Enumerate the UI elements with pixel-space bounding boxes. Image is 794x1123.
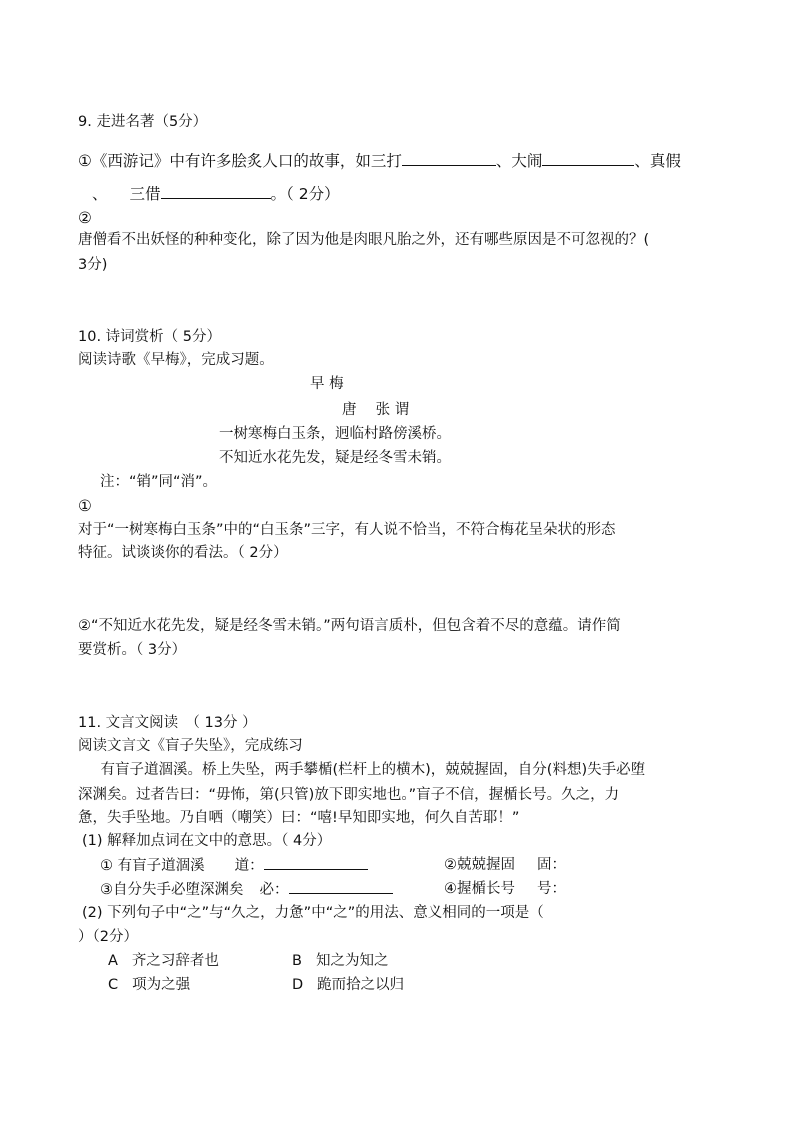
- vocab-phrase: ②兢兢握固: [444, 857, 515, 873]
- option-text: 齐之习辞者也: [131, 953, 219, 969]
- option-c[interactable]: [108, 975, 190, 995]
- q9-part1-sep: 、大闹: [495, 152, 543, 170]
- q9-part1-line2: [92, 184, 340, 204]
- poem-line-2: 不知近水花先发，疑是经冬雪未销。: [219, 450, 451, 466]
- option-text: 知之为知之: [315, 953, 389, 969]
- answer-blank[interactable]: [402, 151, 496, 166]
- q10-heading: 10. 诗词赏析（ 5分）: [78, 329, 222, 345]
- answer-blank[interactable]: [542, 151, 634, 166]
- passage-line: 深渊矣。过者告曰：“毋怖，第(只管)放下即实地也。”盲子不信，握楯长号。久之，力: [78, 787, 620, 803]
- q9-part2-line2: 3分): [78, 257, 108, 273]
- vocab-phrase: ① 有盲子道涸溪: [100, 858, 205, 874]
- option-b[interactable]: [292, 951, 388, 971]
- option-text: 跪而拾之以归: [317, 977, 405, 993]
- q11-sub2-line1: (2) 下列句子中“之”与“久之，力惫”中“之”的用法、意义相同的一项是（: [82, 905, 544, 921]
- q10-note: 注：“销”同“消”。: [100, 474, 218, 490]
- vocab-word: 必：: [259, 882, 289, 898]
- q9-heading: 9. 走进名著（5分）: [78, 114, 208, 130]
- q9-part1-tail: 。（ 2分）: [270, 185, 340, 203]
- q11-sub2-line2: ）（2分）: [78, 929, 138, 945]
- passage-line: 有盲子道涸溪。桥上失坠，两手攀楯(栏杆上的横木)，兢兢握固，自分(料想)失手必堕: [86, 762, 646, 778]
- vocab-item: [100, 855, 368, 876]
- answer-blank[interactable]: [161, 184, 271, 199]
- vocab-item: [100, 879, 393, 900]
- option-letter: B: [292, 953, 302, 969]
- option-text: 项为之强: [132, 977, 191, 993]
- poem-author: 唐 张 谓: [342, 402, 410, 418]
- vocab-phrase: ④握楯长号: [444, 881, 515, 897]
- vocab-word: 号：: [537, 881, 566, 897]
- q11-heading: 11. 文言文阅读 （ 13分 ）: [78, 715, 257, 731]
- q9-part1-sep: 、: [92, 185, 108, 203]
- q11-sub1-heading: (1) 解释加点词在文中的意思。（ 4分）: [82, 833, 332, 849]
- q9-part2-marker: ②: [78, 209, 92, 227]
- vocab-word: 道：: [234, 858, 264, 874]
- vocab-item: [444, 879, 566, 899]
- poem-title: 早 梅: [310, 376, 344, 392]
- q10-sub1-line2: 特征。试谈谈你的看法。（ 2分）: [78, 545, 288, 561]
- option-letter: D: [292, 977, 304, 993]
- q9-part1-text: 三借: [129, 185, 161, 203]
- q9-part2-line1: 唐僧看不出妖怪的种种变化，除了因为他是肉眼凡胎之外，还有哪些原因是不可忽视的？(: [78, 232, 650, 248]
- answer-blank[interactable]: [289, 879, 393, 894]
- q10-sub2-line1: ②“不知近水花先发，疑是经冬雪未销。”两句语言质朴，但包含着不尽的意蕴。请作简: [78, 618, 621, 634]
- option-letter: A: [108, 953, 118, 969]
- option-d[interactable]: [292, 975, 404, 995]
- option-a[interactable]: [108, 951, 219, 971]
- q11-intro: 阅读文言文《盲子失坠》，完成练习: [78, 738, 303, 754]
- answer-blank[interactable]: [264, 855, 368, 870]
- option-letter: C: [108, 977, 119, 993]
- q9-part1-text: ①《西游记》中有许多脍炙人口的故事，如三打: [78, 152, 402, 170]
- q9-part1-sep: 、真假: [634, 152, 681, 170]
- q9-part1-line1: [78, 151, 681, 171]
- poem-line-1: 一树寒梅白玉条，迥临村路傍溪桥。: [219, 426, 451, 442]
- q10-sub2-line2: 要赏析。（ 3分）: [78, 642, 187, 658]
- q10-sub1-marker: ①: [78, 497, 92, 515]
- vocab-word: 固：: [537, 857, 566, 873]
- vocab-item: [444, 855, 566, 875]
- q10-sub1-line1: 对于“一树寒梅白玉条”中的“白玉条”三字，有人说不恰当，不符合梅花呈朵状的形态: [78, 522, 616, 538]
- vocab-phrase: ③自分失手必堕深渊矣: [100, 882, 244, 898]
- q10-intro: 阅读诗歌《早梅》，完成习题。: [78, 352, 274, 368]
- passage-line: 惫，失手坠地。乃自哂（嘲笑）曰：“嘻!早知即实地，何久自苦耶！”: [78, 810, 520, 826]
